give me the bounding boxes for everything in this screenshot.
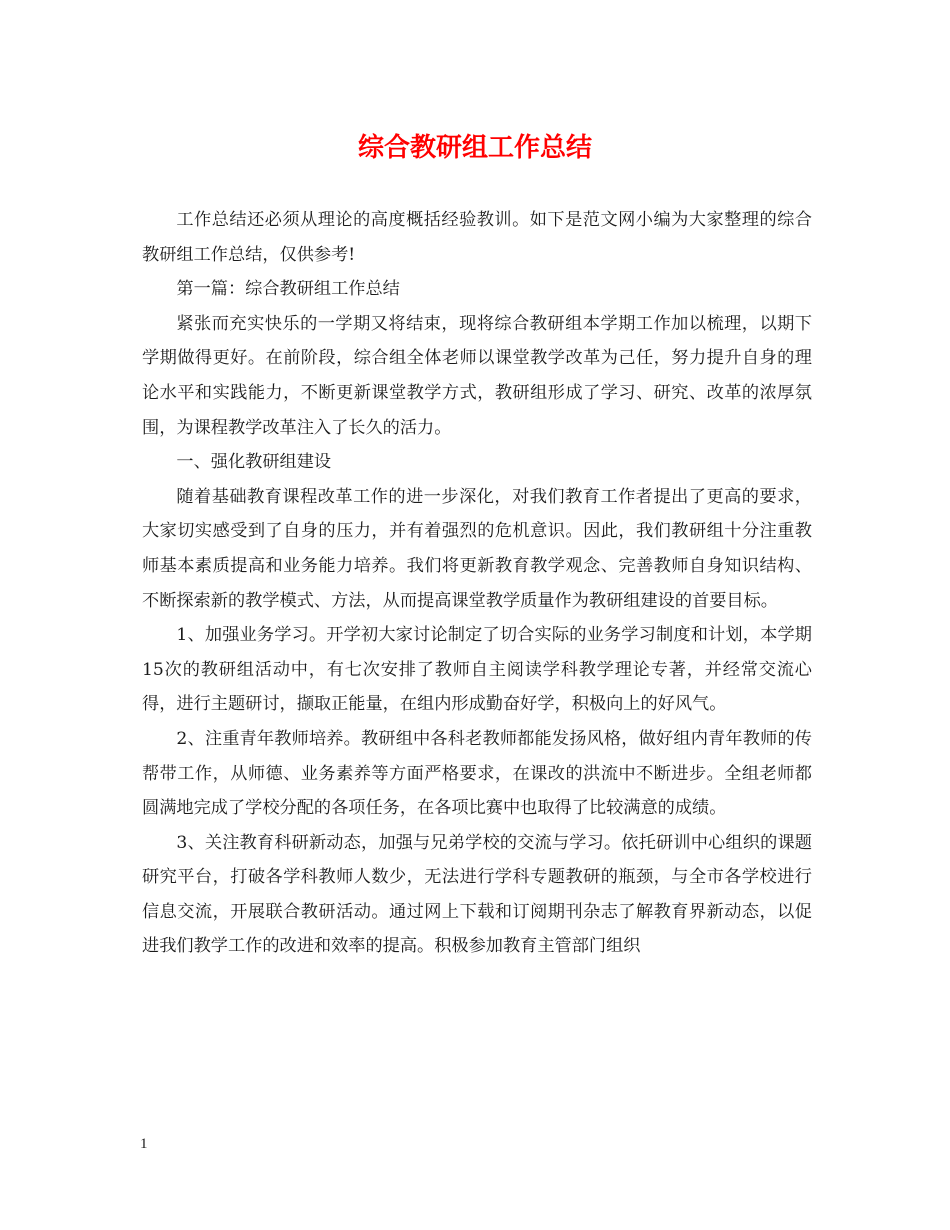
paragraph-item-3: 3、关注教育科研新动态，加强与兄弟学校的交流与学习。依托研训中心组织的课题研究平台，打破各学科教师人数少，无法进行学科专题教研的瓶颈，与全市各学校进行信息交流，开展联合教研活动。通过网上下载和订阅期刊杂志了解教育界新动态，以促进我们教学工作的改进和效率的提高。积极参加教育主管部门组织 bbox=[142, 832, 812, 957]
paragraph-section-heading: 第一篇：综合教研组工作总结 bbox=[176, 279, 400, 300]
page-number: 1 bbox=[140, 1136, 148, 1152]
paragraph-item-1: 1、加强业务学习。开学初大家讨论制定了切合实际的业务学习制度和计划，本学期15次的教研组活动中，有七次安排了教师自主阅读学科教学理论专著，并经常交流心得，进行主题研讨，撷取正能量，在组内形成勤奋好学，积极向上的好风气。 bbox=[142, 625, 812, 715]
paragraph-intro: 工作总结还必须从理论的高度概括经验教训。如下是范文网小编为大家整理的综合教研组工作总结，仅供参考! bbox=[142, 210, 812, 265]
paragraph-subheading-1: 一、强化教研组建设 bbox=[176, 452, 332, 473]
document-body bbox=[142, 203, 812, 964]
paragraph-item-2: 2、注重青年教师培养。教研组中各科老教师都能发扬风格，做好组内青年教师的传帮带工作，从师德、业务素养等方面严格要求，在课改的洪流中不断进步。全组老师都圆满地完成了学校分配的各项任务，在各项比赛中也取得了比较满意的成绩。 bbox=[142, 728, 812, 819]
document-title: 综合教研组工作总结 bbox=[357, 133, 592, 163]
paragraph-reform: 随着基础教育课程改革工作的进一步深化，对我们教育工作者提出了更高的要求，大家切实感受到了自身的压力，并有着强烈的危机意识。因此，我们教研组十分注重教师基本素质提高和业务能力培养。我们将更新教育教学观念、完善教师自身知识结构、不断探索新的教学模式、方法，从而提高课堂教学质量作为教研组建设的首要目标。 bbox=[142, 486, 812, 611]
paragraph-overview: 紧张而充实快乐的一学期又将结束，现将综合教研组本学期工作加以梳理，以期下学期做得更好。在前阶段，综合组全体老师以课堂教学改革为己任，努力提升自身的理论水平和实践能力，不断更新课堂教学方式，教研组形成了学习、研究、改革的浓厚氛围，为课程教学改革注入了长久的活力。 bbox=[142, 313, 812, 438]
